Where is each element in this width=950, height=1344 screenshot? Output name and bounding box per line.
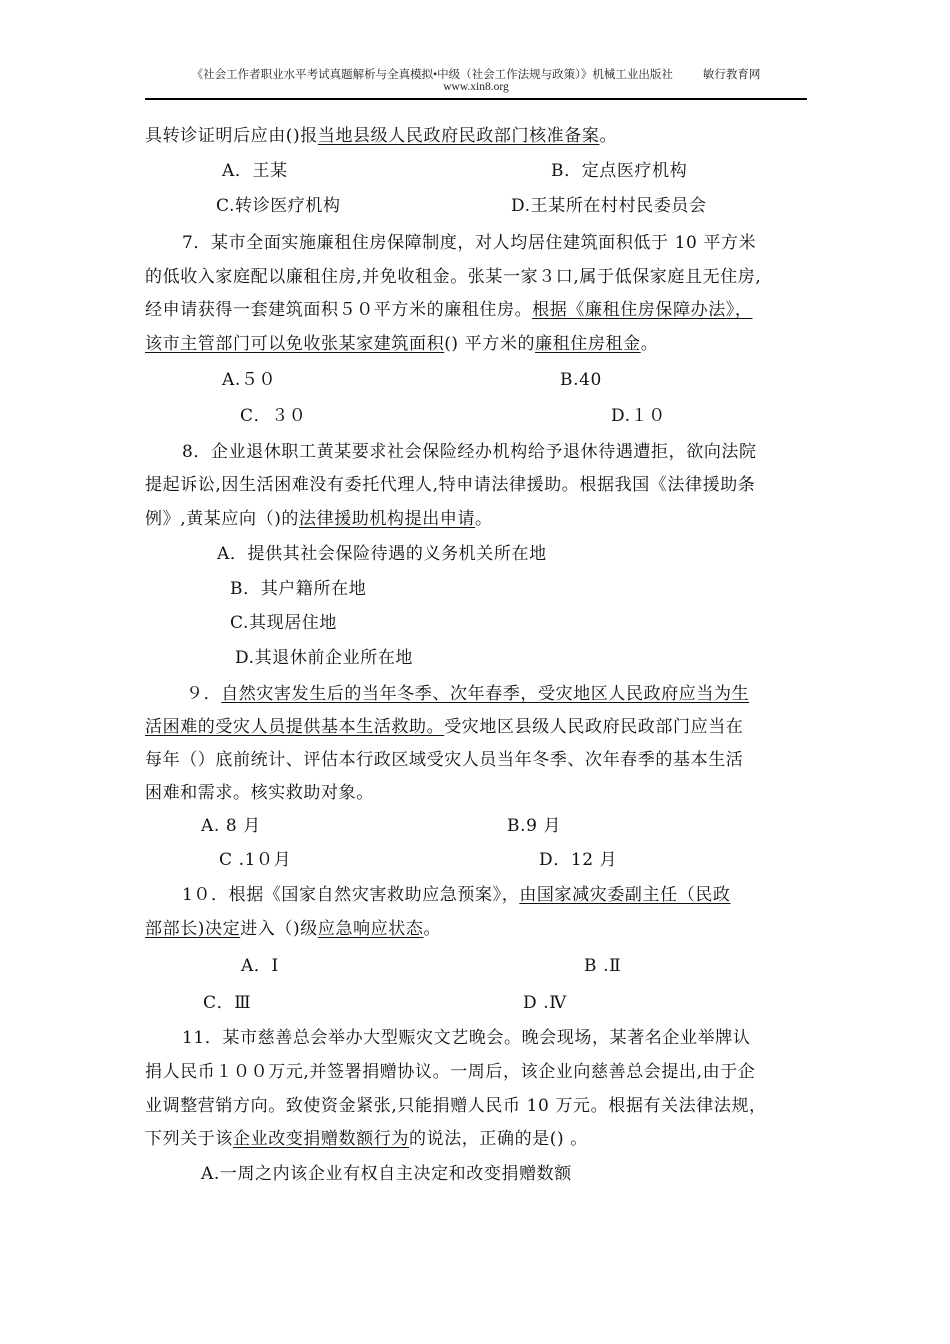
- q8-line-3: [145, 508, 493, 530]
- q10-option-a: A．Ⅰ: [241, 956, 279, 976]
- q10-text: 进入（)级: [240, 919, 318, 939]
- q8-option-a: A．提供其社会保险待遇的义务机关所在地: [217, 544, 547, 564]
- q7-option-a: A.５０: [222, 370, 277, 390]
- q10-option-b: B .Ⅱ: [584, 956, 622, 976]
- q11-text: 下列关于该: [145, 1129, 233, 1149]
- q9-text: 受灾地区县级人民政府民政部门应当在: [444, 717, 744, 737]
- q8-option-d: D.其退休前企业所在地: [235, 648, 414, 668]
- q6-text-end: 。: [599, 126, 618, 146]
- q9-line-4: 困难和需求。核实救助对象。: [145, 783, 374, 803]
- q7-underlined-text: 该市主管部门可以免收张某家建筑面积: [145, 334, 445, 354]
- q11-underlined-text: 企业改变捐赠数额行为: [233, 1129, 409, 1149]
- q7-line-1: 7．某市全面实施廉租住房保障制度，对人均居住建筑面积低于 10 平方米: [182, 233, 757, 253]
- q6-underlined-text: 当地县级人民政府民政部门核准备案: [317, 126, 600, 146]
- q10-text: 1０．根据《国家自然灾害救助应急预案》，: [182, 885, 520, 905]
- q11-line-4: [145, 1128, 588, 1150]
- q7-line-4: [145, 333, 658, 355]
- q7-underlined-text: 廉租住房租金: [535, 334, 641, 354]
- q11-text-end: 的说法，正确的是() 。: [409, 1129, 588, 1149]
- q8-text-end: 。: [475, 509, 493, 529]
- q8-underlined-text: 法律援助机构提出申请: [299, 509, 476, 529]
- q7-option-d: D.１０: [611, 406, 666, 426]
- header-site-name: 敏行教育网: [702, 69, 761, 81]
- q6-option-c: C.转诊医疗机构: [216, 196, 341, 216]
- q11-line-1: 11．某市慈善总会举办大型赈灾文艺晚会。晚会现场，某著名企业举牌认: [182, 1028, 751, 1048]
- q6-option-a: A．王某: [222, 161, 288, 181]
- q10-underlined-text: 应急响应状态: [317, 919, 424, 939]
- q6-text: 具转诊证明后应由()报: [145, 126, 318, 146]
- q11-option-a: A.一周之内该企业有权自主决定和改变捐赠数额: [201, 1164, 572, 1184]
- q9-line-3: 每年（）底前统计、评估本行政区域受灾人员当年冬季、次年春季的基本生活: [145, 750, 744, 770]
- q10-option-c: C．Ⅲ: [203, 993, 252, 1013]
- q9-underlined-text: 自然灾害发生后的当年冬季、次年春季，受灾地区人民政府应当为生: [221, 684, 750, 704]
- header-url: www.xin8.org: [443, 81, 509, 93]
- q10-underlined-text: 部部长)决定: [145, 919, 241, 939]
- q7-line-3: [145, 299, 753, 321]
- q10-line-1: [182, 884, 731, 906]
- q7-text: () 平方米的: [444, 334, 536, 354]
- q9-number: ９．: [186, 684, 222, 704]
- q8-option-c: C.其现居住地: [230, 613, 338, 633]
- q10-text-end: 。: [423, 919, 442, 939]
- q7-text-end: 。: [640, 334, 659, 354]
- q9-option-a: A. 8 月: [201, 816, 261, 836]
- q9-line-2: [145, 716, 743, 738]
- header-title-line: [145, 66, 807, 82]
- page-header: [145, 66, 807, 100]
- header-book-title: 《社会工作者职业水平考试真题解析与全真模拟•中级（社会工作法规与政策）》机械工业出版社: [191, 69, 673, 81]
- q8-line-2: 提起诉讼,因生活困难没有委托代理人,特申请法律援助。根据我国《法律援助条: [145, 475, 756, 495]
- q6-continuation: [145, 125, 617, 147]
- q9-underlined-text: 活困难的受灾人员提供基本生活救助。: [145, 717, 445, 737]
- q8-line-1: 8．企业退休职工黄某要求社会保险经办机构给予退休待遇遭拒，欲向法院: [182, 442, 757, 462]
- q11-line-2: 捐人民币１００万元,并签署捐赠协议。一周后，该企业向慈善总会提出,由于企: [145, 1062, 756, 1082]
- q7-option-c: C．３０: [240, 406, 307, 426]
- q7-text: 经申请获得一套建筑面积５０平方米的廉租住房。: [145, 300, 533, 320]
- q9-option-d: D．12 月: [539, 850, 618, 870]
- q10-line-2: [145, 918, 441, 940]
- q7-underlined-text: 根据《廉租住房保障办法》，: [532, 300, 753, 320]
- q6-option-b: B．定点医疗机构: [551, 161, 688, 181]
- q10-underlined-text: 由国家减灾委副主任（民政: [519, 885, 731, 905]
- q9-option-c: C .1０月: [219, 850, 292, 870]
- q8-text: 例》,黄某应向（)的: [145, 509, 300, 529]
- q6-option-d: D.王某所在村村民委员会: [511, 196, 707, 216]
- q8-option-b: B．其户籍所在地: [230, 579, 367, 599]
- q11-line-3: 业调整营销方向。致使资金紧张,只能捐赠人民币 10 万元。根据有关法律法规，: [145, 1096, 767, 1116]
- q10-option-d: D .Ⅳ: [523, 993, 567, 1013]
- q9-option-b: B.9 月: [507, 816, 562, 836]
- q7-line-2: 的低收入家庭配以廉租住房,并免收租金。张某一家３口,属于低保家庭且无住房,: [145, 267, 762, 287]
- q7-option-b: B.40: [560, 370, 602, 390]
- q9-line-1: [186, 683, 749, 705]
